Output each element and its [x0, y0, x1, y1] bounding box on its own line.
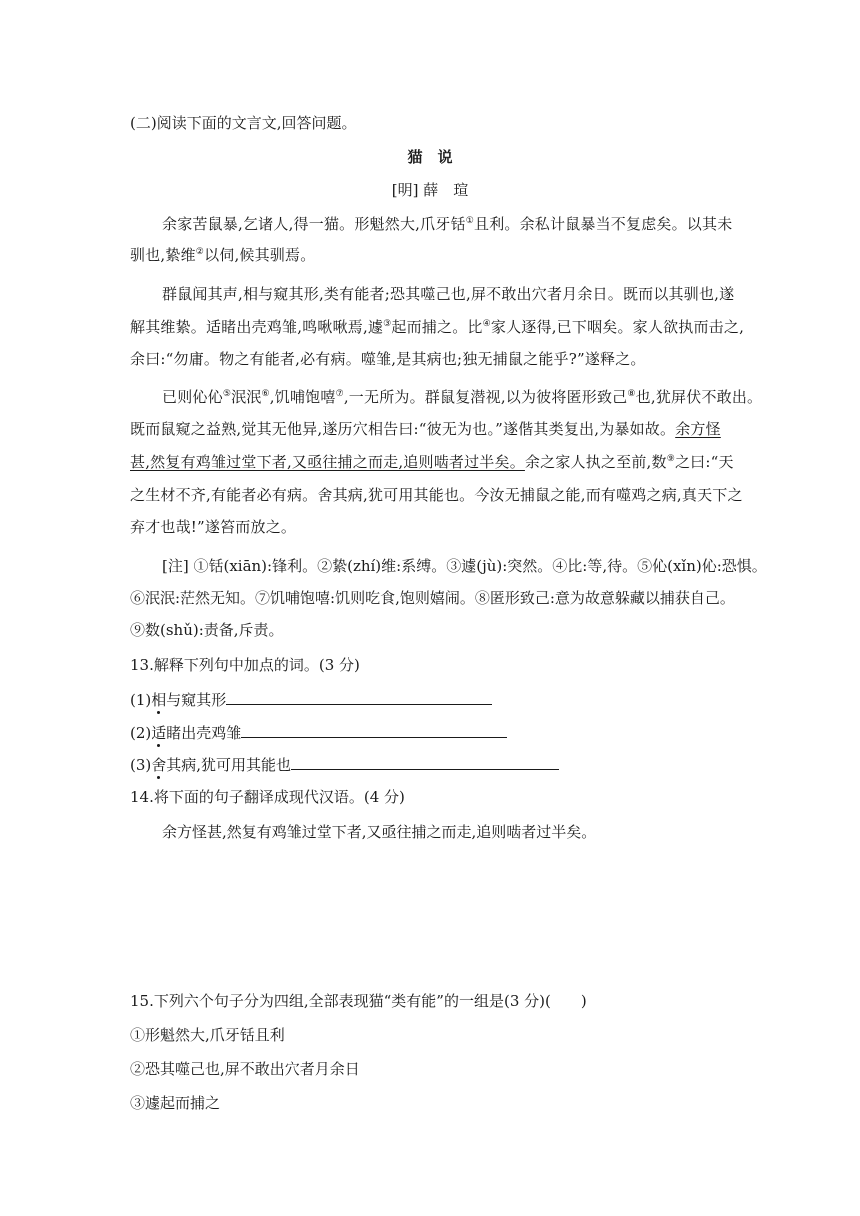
passage-line: 解其维絷。适睹出壳鸡雏,鸣啾啾焉,遽③起而捕之。比④家人逐得,已下咽矣。家人欲执而击之,	[130, 318, 745, 336]
question-item: (3)舍其病,犹可用其能也	[130, 753, 559, 775]
question-stem: 13.解释下列句中加点的词。(3 分)	[130, 656, 360, 674]
answer-area[interactable]	[130, 850, 730, 980]
question-stem: 15.下列六个句子分为四组,全部表现猫“类有能”的一组是(3 分)( )	[130, 992, 587, 1010]
translation-sentence: 余方怪甚,然复有鸡雏过堂下者,又亟往捕之而走,追则啮者过半矣。	[162, 823, 597, 841]
question-item: (2)适睹出壳鸡雏	[130, 721, 507, 743]
passage-author: [明] 薛 瑄	[391, 181, 469, 199]
passage-line: 甚,然复有鸡雏过堂下者,又亟往捕之而走,追则啮者过半矣。余之家人执之至前,数⑨之曰:“天	[130, 453, 734, 471]
section-header: (二)阅读下面的文言文,回答问题。	[130, 114, 357, 132]
note-line: [注] ①铦(xiān):锋利。②絷(zhí)维:系缚。③遽(jù):突然。④比:等,待。⑤伈(xǐn)伈:恐惧。	[162, 557, 767, 575]
passage-line: 余家苦鼠暴,乞诸人,得一猫。形魁然大,爪牙铦①且利。余私计鼠暴当不复虑矣。以其未	[162, 215, 733, 233]
passage-line: 驯也,絷维②以伺,候其驯焉。	[130, 246, 316, 264]
underlined-sentence: 甚,然复有鸡雏过堂下者,又亟往捕之而走,追则啮者过半矣。	[130, 453, 525, 471]
option-item: ①形魁然大,爪牙铦且利	[130, 1026, 285, 1044]
passage-line: 余曰:“勿庸。物之有能者,必有病。噬雏,是其病也;独无捕鼠之能乎?”遂释之。	[130, 350, 646, 368]
answer-blank[interactable]	[291, 753, 559, 770]
answer-blank[interactable]	[241, 721, 507, 738]
note-line: ⑨数(shǔ):责备,斥责。	[130, 621, 284, 639]
option-item: ③遽起而捕之	[130, 1094, 221, 1112]
passage-line: 既而鼠窥之益熟,觉其无他异,遂历穴相告曰:“彼无为也。”遂偕其类复出,为暴如故。余方怪	[130, 420, 721, 438]
passage-title: 猫 说	[407, 148, 453, 166]
underlined-sentence: 余方怪	[675, 420, 721, 438]
passage-line: 弃才也哉!”遂笞而放之。	[130, 518, 297, 536]
option-item: ②恐其噬己也,屏不敢出穴者月余日	[130, 1060, 360, 1078]
answer-blank[interactable]	[226, 688, 492, 705]
note-line: ⑥泯泯:茫然无知。⑦饥哺饱嘻:饥则吃食,饱则嬉闹。⑧匿形致己:意为故意躲藏以捕获自己。	[130, 589, 735, 607]
question-item: (1)相与窥其形	[130, 688, 492, 710]
passage-line: 群鼠闻其声,相与窥其形,类有能者;恐其噬己也,屏不敢出穴者月余日。既而以其驯也,遂	[162, 285, 735, 303]
question-stem: 14.将下面的句子翻译成现代汉语。(4 分)	[130, 788, 405, 806]
passage-line: 之生材不齐,有能者必有病。舍其病,犹可用其能也。今汝无捕鼠之能,而有噬鸡之病,真天下之	[130, 486, 743, 504]
passage-line: 已则伈伈⑤泯泯⑥,饥哺饱嘻⑦,一无所为。群鼠复潜视,以为彼将匿形致己⑧也,犹屏伏不敢出。	[162, 388, 763, 406]
